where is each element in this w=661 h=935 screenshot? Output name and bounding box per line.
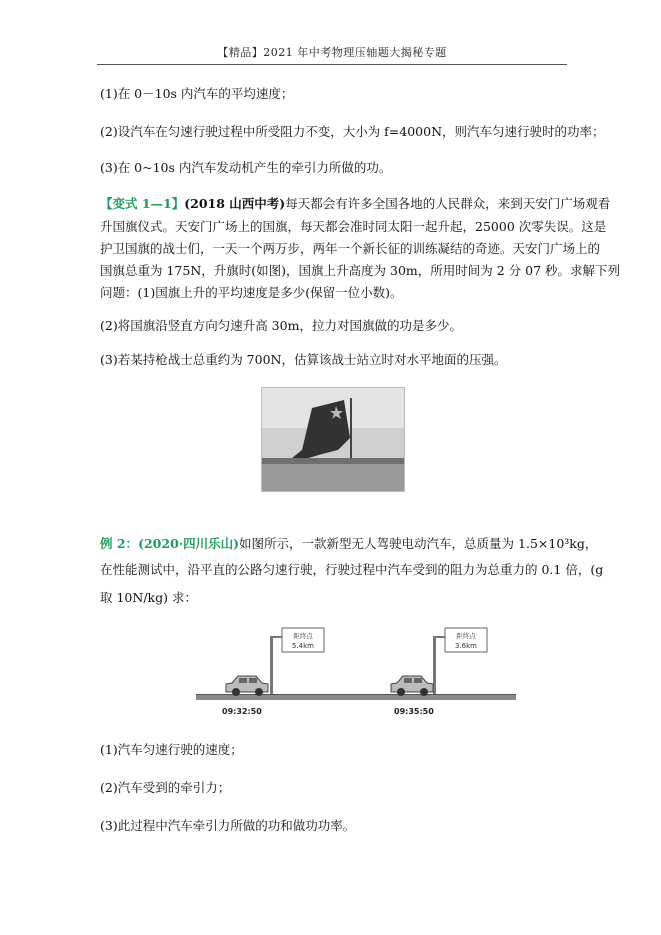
example2-line-2: 在性能测试中，沿平直的公路匀速行驶，行驶过程中汽车受到的阻力为总重力的 0.1 倍，(g: [100, 562, 604, 577]
sign-1-title: 距终点: [293, 632, 313, 640]
example2-line-1: [100, 536, 598, 552]
time-2-label: 09:35:50: [394, 707, 434, 716]
sign-2-value: 3.6km: [454, 642, 478, 650]
car-road-diagram: [196, 622, 516, 722]
example2-question-2: (2)汽车受到的牵引力；: [100, 780, 231, 795]
variant-line-1: [100, 196, 611, 212]
variant-line-4: 国旗总重为 175N，升旗时(如图)，国旗上升高度为 30m，所用时间为 2 分 07 秒。求解下列: [100, 263, 621, 278]
example2-line-3: 取 10N/kg) 求：: [100, 590, 197, 605]
page-header: 【精品】2021 年中考物理压轴题大揭秘专题: [217, 46, 447, 59]
question-1-part-3: (3)在 0~10s 内汽车发动机产生的牵引力所做的功。: [100, 160, 392, 175]
variant-line-2: 升国旗仪式。天安门广场上的国旗，每天都会准时同太阳一起升起，25000 次零失误。这是: [100, 219, 607, 234]
variant-line-7: (3)若某持枪战士总重约为 700N，估算该战士站立时对水平地面的压强。: [100, 352, 507, 367]
car-2-icon: [391, 676, 433, 696]
variant-text-1: 每天都会有许多全国各地的人民群众，来到天安门广场观看: [285, 196, 611, 211]
variant-line-3: 护卫国旗的战士们，一天一个两万步，两年一个新长征的训练凝结的奇迹。天安门广场上的: [100, 241, 601, 256]
example2-question-1: (1)汽车匀速行驶的速度；: [100, 742, 243, 757]
variant-line-5: 问题：(1)国旗上升的平均速度是多少(保留一位小数)。: [100, 285, 403, 300]
time-1-label: 09:32:50: [222, 707, 262, 716]
variant-source: (2018 山西中考): [184, 196, 286, 211]
sign-2-title: 距终点: [456, 632, 476, 640]
header-divider: [97, 64, 567, 65]
sign-1-value: 5.4km: [291, 642, 315, 650]
example2-text-1: 如图所示，一款新型无人驾驶电动汽车，总质量为 1.5×10³kg，: [239, 536, 598, 551]
variant-tag: 【变式 1—1】: [100, 196, 185, 211]
example2-tag: 例 2：: [100, 536, 139, 551]
variant-line-6: (2)将国旗沿竖直方向匀速升高 30m，拉力对国旗做的功是多少。: [100, 318, 462, 333]
car-1-icon: [226, 676, 268, 696]
flag-raising-photo: [261, 387, 405, 492]
example2-question-3: (3)此过程中汽车牵引力所做的功和做功功率。: [100, 818, 356, 833]
example2-source: (2020·四川乐山): [138, 536, 240, 551]
question-1-part-1: (1)在 0－10s 内汽车的平均速度；: [100, 86, 294, 101]
question-1-part-2: (2)设汽车在匀速行驶过程中所受阻力不变，大小为 f=4000N，则汽车匀速行驶时的功率；: [100, 124, 605, 139]
